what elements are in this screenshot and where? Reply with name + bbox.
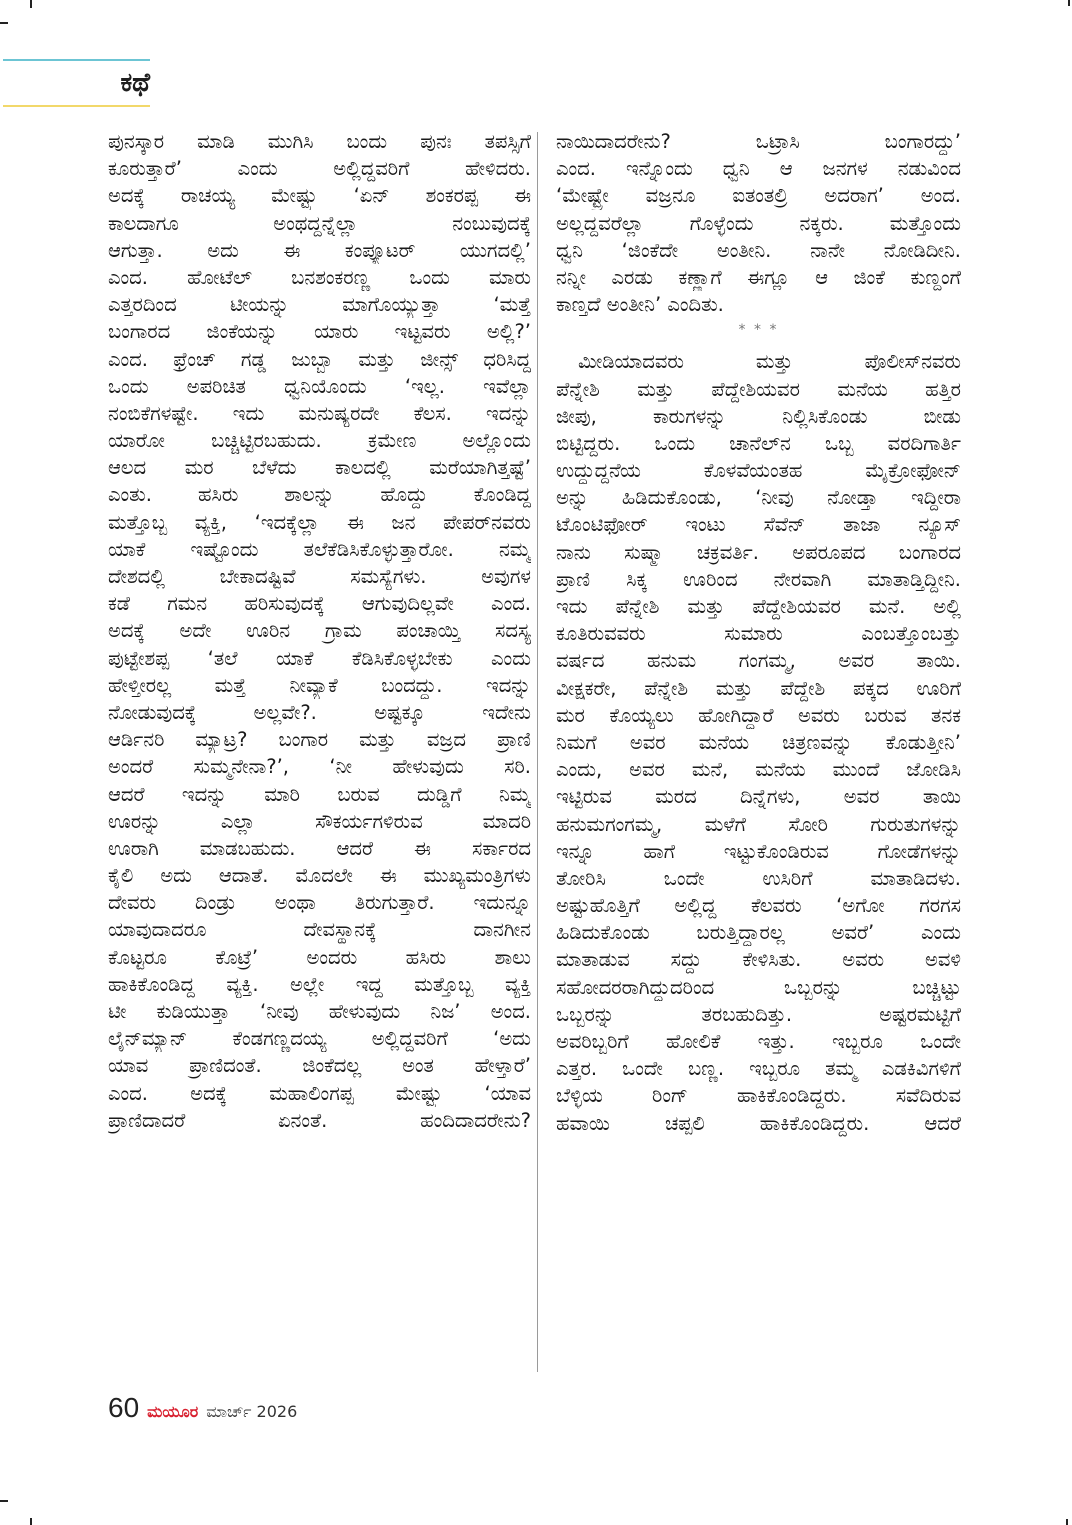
text-line: ಹವಾಯಿ ಚಪ್ಪಲಿ ಹಾಕಿಕೊಂಡಿದ್ದರು. ಆದರೆ [556, 1111, 961, 1135]
text-line: ನಾನು ಸುಷ್ಮಾ ಚಕ್ರವರ್ತಿ. ಅಪರೂಪದ ಬಂಗಾರದ [556, 540, 961, 564]
text-line: ಇಟ್ಟಿರುವ ಮರದ ದಿನ್ನೆಗಳು, ಅವರ ತಾಯಿ [556, 785, 961, 809]
text-line: ನೋಡುವುದಕ್ಕೆ ಅಲ್ಲವೇ?. ಅಷ್ಟಕ್ಕೂ ಇದೇನು [108, 700, 531, 724]
text-line: ಲೈನ್‌ಮ್ಯಾನ್ ಕೆಂಡಗಣ್ಣದಯ್ಯ ಅಲ್ಲಿದ್ದವರಿಗೆ ‘ಅದು [108, 1027, 531, 1051]
text-line: ‘ಮೇಷ್ಟ್ರೇ ವಜ್ರನೂ ಐತಂತಲ್ರಿ ಅದರಾಗ’ ಅಂದ. [556, 184, 961, 208]
text-line: ಕೂತಿರುವವರು ಸುಮಾರು ಎಂಬತ್ತೊಂಬತ್ತು [556, 622, 961, 646]
magazine-brand: ಮಯೂರ [147, 1402, 199, 1421]
text-line: ಇದು ಪೆನ್ನೇಶಿ ಮತ್ತು ಪೆದ್ದೇಶಿಯವರ ಮನೆ. ಅಲ್ಲಿ [556, 595, 961, 618]
crop-mark-top-left-vertical [30, 0, 32, 8]
text-line: ಅದಕ್ಕೆ ಅದೇ ಊರಿನ ಗ್ರಾಮ ಪಂಚಾಯ್ತಿ ಸದಸ್ಯ [108, 619, 531, 643]
page-number: 60 [108, 1392, 140, 1423]
text-line: ಟೊಂಟಿಫೋರ್ ಇಂಟು ಸೆವೆನ್ ತಾಜಾ ನ್ಯೂಸ್ [556, 513, 961, 537]
text-line: ಮೀಡಿಯಾದವರು ಮತ್ತು ಪೊಲೀಸ್‌ನವರು [578, 350, 961, 374]
crop-mark-bottom-left-horizontal [0, 1500, 8, 1502]
section-title: ಕಥೆ [120, 68, 150, 98]
column-divider [537, 132, 538, 1372]
text-line: ಪ್ರಾಣಿದಾದರೆ ಏನಂತೆ. ಹಂದಿದಾದರೇನು? [108, 1108, 531, 1132]
text-line: ವೀಕ್ಷಕರೇ, ಪೆನ್ನೇಶಿ ಮತ್ತು ಪೆದ್ದೇಶಿ ಪಕ್ಕದ ಊರಿಗೆ [556, 676, 961, 700]
text-line: ಕಾಲದಾಗೂ ಅಂಥದ್ದನ್ನೆಲ್ಲಾ ನಂಬುವುದಕ್ಕೆ [108, 211, 531, 235]
text-line: ಧ್ವನಿ ‘ಜಿಂಕೆದೇ ಅಂತೀನಿ. ನಾನೇ ನೋಡಿದೀನಿ. [556, 238, 961, 262]
text-line: ಸಹೋದರರಾಗಿದ್ದುದರಿಂದ ಒಬ್ಬರನ್ನು ಬಚ್ಚಿಟ್ಟು [556, 975, 961, 999]
text-line: ಆರ್ಡಿನರಿ ಮ್ಯಾಟ್ರ? ಬಂಗಾರ ಮತ್ತು ವಜ್ರದ ಪ್ರಾಣಿ [108, 728, 531, 752]
text-line: ಪೆನ್ನೇಶಿ ಮತ್ತು ಪೆದ್ದೇಶಿಯವರ ಮನೆಯ ಹತ್ತಿರ [556, 377, 961, 401]
text-line: ಕಡೆ ಗಮನ ಹರಿಸುವುದಕ್ಕೆ ಆಗುವುದಿಲ್ಲವೇ ಎಂದ. [108, 592, 531, 616]
text-line: ಬಂಗಾರದ ಜಿಂಕೆಯನ್ನು ಯಾರು ಇಟ್ಟವರು ಅಲ್ಲಿ?’ [108, 320, 531, 344]
scene-break-asterisks: * * * [738, 322, 779, 339]
text-line: ಮಾತಾಡುವ ಸದ್ದು ಕೇಳಿಸಿತು. ಅವರು ಅವಳಿ [556, 948, 961, 972]
text-line: ಊರನ್ನು ಎಲ್ಲಾ ಸೌಕರ್ಯಗಳಿರುವ ಮಾದರಿ [108, 809, 531, 833]
text-line: ಆದರೆ ಇದನ್ನು ಮಾರಿ ಬರುವ ದುಡ್ಡಿಗೆ ನಿಮ್ಮ [108, 782, 531, 806]
text-line: ಎತ್ತರದಿಂದ ಟೀಯನ್ನು ಮಾಗೊಯ್ಯುತ್ತಾ ‘ಮತ್ತೆ [108, 293, 531, 317]
text-line: ಉದ್ದುದ್ದನೆಯ ಕೊಳವೆಯಂತಹ ಮೈಕ್ರೋಫೋನ್ [556, 459, 961, 483]
text-line: ಹನುಮಗಂಗಮ್ಮ, ಮಳೆಗೆ ಸೋರಿ ಗುರುತುಗಳನ್ನು [556, 812, 961, 836]
text-line: ಕೈಲಿ ಅದು ಆದಾತೆ. ಮೊದಲೇ ಈ ಮುಖ್ಯಮಂತ್ರಿಗಳು [108, 864, 531, 888]
story-column-right [556, 128, 961, 1137]
text-line: ತೋರಿಸಿ ಒಂದೇ ಉಸಿರಿಗೆ ಮಾತಾಡಿದಳು. [556, 866, 961, 890]
text-line: ನನ್ನೀ ಎರಡು ಕಣ್ಣಾಗೆ ಈಗ್ಲೂ ಆ ಜಿಂಕೆ ಕುಣ್ದಂಗೆ [556, 265, 961, 289]
text-line: ಹೇಳ್ತೀರಲ್ಲ ಮತ್ತೆ ನೀವ್ಯಾಕೆ ಬಂದದ್ದು. ಇದನ್ನು [108, 673, 531, 697]
text-line: ಕಾಣ್ತದೆ ಅಂತೀನಿ’ ಎಂದಿತು. [556, 293, 724, 317]
text-line: ಜೀಪು, ಕಾರುಗಳನ್ನು ನಿಲ್ಲಿಸಿಕೊಂಡು ಬೀಡು [556, 404, 961, 428]
text-line: ಎಂದ. ಫ್ರೆಂಚ್ ಗಡ್ಡ ಜುಬ್ಬಾ ಮತ್ತು ಜೀನ್ಸ್ ಧರಿಸಿದ್ದ [108, 347, 531, 371]
crop-mark-bottom-right [1066, 1519, 1068, 1525]
text-line: ಎಂತು. ಹಸಿರು ಶಾಲನ್ನು ಹೊದ್ದು ಕೊಂಡಿದ್ದ [108, 483, 531, 507]
text-line: ಅವರಿಬ್ಬರಿಗೆ ಹೋಲಿಕೆ ಇತ್ತು. ಇಬ್ಬರೂ ಒಂದೇ [556, 1030, 961, 1053]
text-line: ಕೂರುತ್ತಾರೆ’ ಎಂದು ಅಲ್ಲಿದ್ದವರಿಗೆ ಹೇಳಿದರು. [108, 157, 531, 181]
text-line: ಅಲ್ಲದ್ದವರೆಲ್ಲಾ ಗೊಳ್ಳೆಂದು ನಕ್ಕರು. ಮತ್ತೊಂದು [556, 211, 961, 235]
text-line: ಎಂದ. ಹೋಟೆಲ್ ಬನಶಂಕರಣ್ಣ ಒಂದು ಮಾರು [108, 265, 531, 289]
page-footer [108, 1392, 297, 1428]
text-line: ನಿಮಗೆ ಅವರ ಮನೆಯ ಚಿತ್ರಣವನ್ನು ಕೊಡುತ್ತೀನಿ’ [556, 730, 961, 754]
text-line: ಅದಕ್ಕೆ ರಾಚಯ್ಯ ಮೇಷ್ಟ್ರು ‘ಏನ್ ಶಂಕರಪ್ಪ ಈ [108, 184, 531, 208]
story-column-left [108, 128, 531, 1134]
text-line: ಹಾಕಿಕೊಂಡಿದ್ದ ವ್ಯಕ್ತಿ. ಅಲ್ಲೇ ಇದ್ದ ಮತ್ತೊಬ್ಬ ವ್ಯಕ್ತಿ [108, 972, 531, 996]
text-line: ಬೆಳ್ಳಿಯ ರಿಂಗ್ ಹಾಕಿಕೊಂಡಿದ್ದರು. ಸವೆದಿರುವ [556, 1084, 961, 1108]
text-line: ನಾಯಿದಾದರೇನು? ಒಟ್ರಾಸಿ ಬಂಗಾರದ್ದು’ [556, 130, 961, 153]
text-line: ಯಾರೋ ಬಚ್ಚಿಟ್ಟಿರಬಹುದು. ಕ್ರಮೇಣ ಅಲ್ಲೊಂದು [108, 429, 531, 453]
text-line: ಒಬ್ಬರನ್ನು ತರಬಹುದಿತ್ತು. ಅಷ್ಟರಮಟ್ಟಿಗೆ [556, 1002, 961, 1026]
section-accent-rule-bottom [3, 105, 150, 107]
text-line: ಎತ್ತರ. ಒಂದೇ ಬಣ್ಣ. ಇಬ್ಬರೂ ತಮ್ಮ ಎಡಕಿವಿಗಳಿಗೆ [556, 1057, 961, 1081]
text-line: ಪುಟ್ಟೇಶಪ್ಪ ‘ತಲೆ ಯಾಕೆ ಕೆಡಿಸಿಕೊಳ್ಳಬೇಕು ಎಂದು [108, 646, 531, 670]
crop-mark-top-left-horizontal [0, 22, 8, 24]
text-line: ಪ್ರಾಣಿ ಸಿಕ್ಕ ಊರಿಂದ ನೇರವಾಗಿ ಮಾತಾಡ್ತಿದ್ದೀನಿ. [556, 567, 961, 591]
text-line: ಅನ್ನು ಹಿಡಿದುಕೊಂಡು, ‘ನೀವು ನೋಡ್ತಾ ಇದ್ದೀರಾ [556, 486, 961, 510]
text-line: ದೇವರು ದಿಂಡ್ರು ಅಂಥಾ ತಿರುಗುತ್ತಾರೆ. ಇದುನ್ನೂ [108, 891, 531, 915]
text-line: ಎಂದ. ಇನ್ನೊಂದು ಧ್ವನಿ ಆ ಜನಗಳ ನಡುವಿಂದ [556, 157, 961, 181]
text-line: ಬಿಟ್ಟಿದ್ದರು. ಒಂದು ಚಾನೆಲ್‌ನ ಒಬ್ಬ ವರದಿಗಾರ್ತಿ [556, 431, 961, 455]
text-line: ಹಿಡಿದುಕೊಂಡು ಬರುತ್ತಿದ್ದಾರಲ್ಲ ಅವರೆ’ ಎಂದು [556, 921, 961, 945]
text-line: ಇನ್ನೂ ಹಾಗೆ ಇಟ್ಟುಕೊಂಡಿರುವ ಗೋಡೆಗಳನ್ನು [556, 839, 961, 863]
text-line: ಆಗುತ್ತಾ. ಅದು ಈ ಕಂಪ್ಯೂಟರ್ ಯುಗದಲ್ಲಿ’ [108, 238, 531, 262]
text-line: ಒಂದು ಅಪರಿಚಿತ ಧ್ವನಿಯೊಂದು ‘ಇಲ್ಲ. ಇವೆಲ್ಲಾ [108, 374, 531, 398]
crop-mark-bottom-left-vertical [30, 1518, 32, 1525]
text-line: ಅಷ್ಟುಹೊತ್ತಿಗೆ ಅಲ್ಲಿದ್ದ ಕೆಲವರು ‘ಅಗೋ ಗರಗಸ [556, 894, 961, 918]
text-line: ಯಾವುದಾದರೂ ದೇವಸ್ಥಾನಕ್ಕೆ ದಾನಗೀನ [108, 918, 531, 942]
text-line: ಯಾವ ಪ್ರಾಣಿದಂತೆ. ಜಿಂಕೆದಲ್ಲ ಅಂತ ಹೇಳ್ತಾರೆ’ [108, 1054, 531, 1078]
text-line: ಕೊಟ್ಟರೂ ಕೊಟ್ರೆ’ ಅಂದರು ಹಸಿರು ಶಾಲು [108, 945, 531, 969]
text-line: ಊರಾಗಿ ಮಾಡಬಹುದು. ಆದರೆ ಈ ಸರ್ಕಾರದ [108, 836, 531, 860]
text-line: ಟೀ ಕುಡಿಯುತ್ತಾ ‘ನೀವು ಹೇಳುವುದು ನಿಜ’ ಅಂದ. [108, 1000, 531, 1023]
text-line: ಎಂದು, ಅವರ ಮನೆ, ಮನೆಯ ಮುಂದೆ ಜೋಡಿಸಿ [556, 758, 961, 782]
text-line: ಪುನಸ್ಕಾರ ಮಾಡಿ ಮುಗಿಸಿ ಬಂದು ಪುನಃ ತಪಸ್ಸಿಗೆ [108, 130, 531, 153]
text-line: ದೇಶದಲ್ಲಿ ಬೇಕಾದಷ್ಟಿವೆ ಸಮಸ್ಯೆಗಳು. ಅವುಗಳ [108, 565, 531, 588]
text-line: ಯಾಕೆ ಇಷ್ಟೊಂದು ತಲೆಕೆಡಿಸಿಕೊಳ್ಳುತ್ತಾರೋ. ನಮ್ಮ [108, 537, 531, 561]
section-accent-rule-top [3, 59, 150, 61]
text-line: ಎಂದ. ಅದಕ್ಕೆ ಮಹಾಲಿಂಗಪ್ಪ ಮೇಷ್ಟ್ರು ‘ಯಾವ [108, 1081, 531, 1105]
text-line: ಮತ್ತೊಬ್ಬ ವ್ಯಕ್ತಿ, ‘ಇದಕ್ಕೆಲ್ಲಾ ಈ ಜನ ಪೇಪರ್‌ನವರು [108, 510, 531, 534]
text-line: ಆಲದ ಮರ ಬೆಳೆದು ಕಾಲದಲ್ಲಿ ಮರೆಯಾಗಿತ್ತಷ್ಟೆ’ [108, 456, 531, 480]
text-line: ನಂಬಿಕೆಗಳಷ್ಟೇ. ಇದು ಮನುಷ್ಯರದೇ ಕೆಲಸ. ಇದನ್ನು [108, 401, 531, 425]
crop-mark-top-right [1068, 0, 1070, 6]
issue-date: ಮಾರ್ಚ್ 2026 [206, 1402, 298, 1421]
text-line: ವರ್ಷದ ಹನುಮ ಗಂಗಮ್ಮ, ಅವರ ತಾಯಿ. [556, 649, 961, 673]
text-line: ಮರ ಕೊಯ್ಯಲು ಹೋಗಿದ್ದಾರೆ ಅವರು ಬರುವ ತನಕ [556, 703, 961, 727]
text-line: ಅಂದರೆ ಸುಮ್ಮನೇನಾ?’, ‘ನೀ ಹೇಳುವುದು ಸರಿ. [108, 755, 531, 779]
